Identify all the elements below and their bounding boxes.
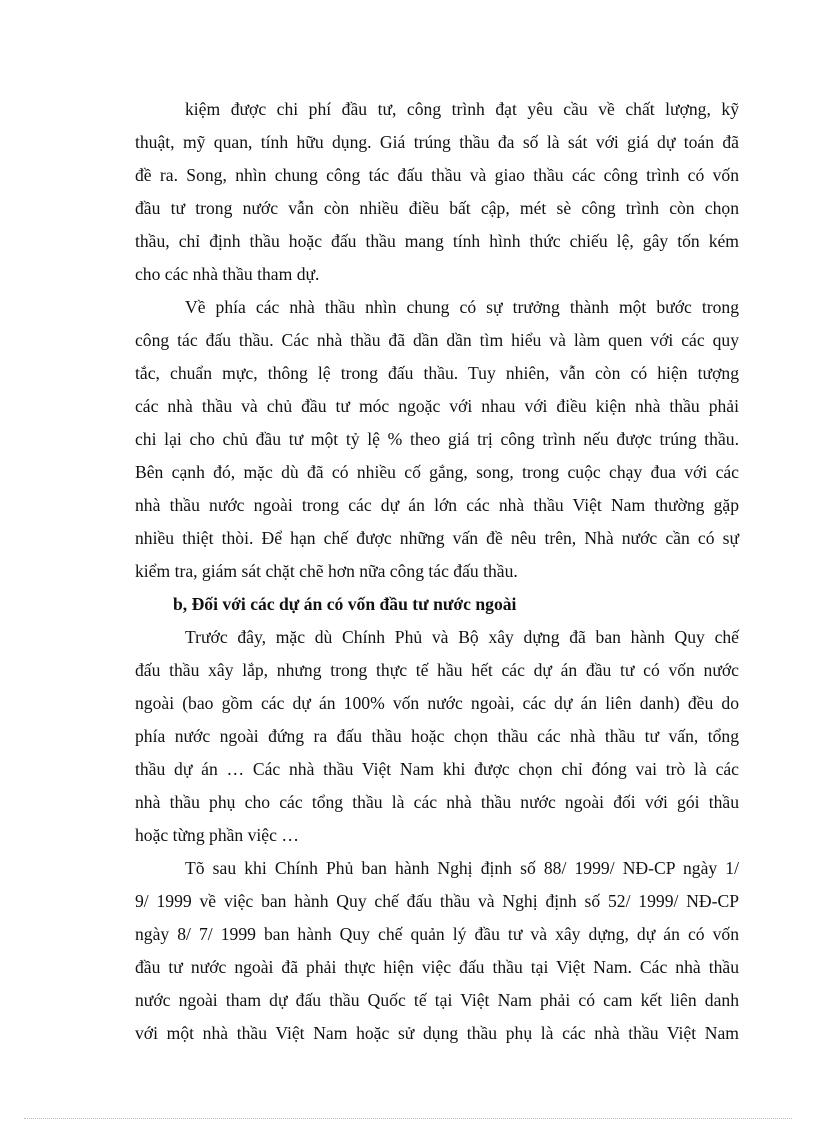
- paragraph-4-line-1: Tõ sau khi Chính Phủ ban hành Nghị định số 88/ 1999/ NĐ-CP ngày 1/: [185, 858, 739, 878]
- paragraph-1-line-1: kiệm được chi phí đầu tư, công trình đạt yêu cầu về chất lượng, kỹ: [185, 99, 739, 119]
- paragraph-4-line-6: với một nhà thầu Việt Nam hoặc sử dụng thầu phụ là các nhà thầu Việt Nam: [135, 1023, 739, 1043]
- paragraph-2-line-3: tắc, chuẩn mực, thông lệ trong đấu thầu. Tuy nhiên, vẫn còn có hiện tượng: [135, 363, 739, 383]
- paragraph-4-line-3: ngày 8/ 7/ 1999 ban hành Quy chế quản lý đầu tư và xây dựng, dự án có vốn: [135, 924, 739, 944]
- section-heading: b, Đối với các dự án có vốn đầu tư nước ngoài: [173, 594, 517, 614]
- paragraph-3-line-3: ngoài (bao gồm các dự án 100% vốn nước ngoài, các dự án liên danh) đều do: [135, 693, 739, 713]
- paragraph-3-line-6: nhà thầu phụ cho các tổng thầu là các nhà thầu nước ngoài đối với gói thầu: [135, 792, 739, 812]
- paragraph-1-line-6: cho các nhà thầu tham dự.: [135, 264, 320, 284]
- paragraph-4-line-4: đầu tư nước ngoài đã phải thực hiện việc đấu thầu tại Việt Nam. Các nhà thầu: [135, 957, 739, 977]
- paragraph-4-line-5: nước ngoài tham dự đấu thầu Quốc tế tại Việt Nam phải có cam kết liên danh: [135, 990, 739, 1010]
- paragraph-1-line-5: thầu, chỉ định thầu hoặc đấu thầu mang tính hình thức chiếu lệ, gây tốn kém: [135, 231, 739, 251]
- paragraph-2-line-6: Bên cạnh đó, mặc dù đã có nhiều cố gắng, song, trong cuộc chạy đua với các: [135, 462, 739, 482]
- paragraph-4-line-2: 9/ 1999 về việc ban hành Quy chế đấu thầu và Nghị định số 52/ 1999/ NĐ-CP: [135, 891, 739, 911]
- paragraph-2-line-1: Về phía các nhà thầu nhìn chung có sự trưởng thành một bước trong: [185, 297, 739, 317]
- paragraph-1-line-3: đề ra. Song, nhìn chung công tác đấu thầu và giao thầu các công trình có vốn: [135, 165, 739, 185]
- paragraph-2-line-4: các nhà thầu và chủ đầu tư móc ngoặc với nhau với điều kiện nhà thầu phải: [135, 396, 739, 416]
- paragraph-3-line-2: đấu thầu xây lắp, nhưng trong thực tế hầu hết các dự án đầu tư có vốn nước: [135, 660, 739, 680]
- paragraph-2-line-9: kiểm tra, giám sát chặt chẽ hơn nữa công tác đấu thầu.: [135, 561, 518, 581]
- paragraph-2-line-5: chi lại cho chủ đầu tư một tỷ lệ % theo giá trị công trình nếu được trúng thầu.: [135, 429, 739, 449]
- paragraph-3-line-5: thầu dự án … Các nhà thầu Việt Nam khi được chọn chỉ đóng vai trò là các: [135, 759, 739, 779]
- paragraph-3-line-4: phía nước ngoài đứng ra đấu thầu hoặc chọn thầu các nhà thầu tư vấn, tổng: [135, 726, 739, 746]
- paragraph-3-line-1: Trước đây, mặc dù Chính Phủ và Bộ xây dựng đã ban hành Quy chế: [185, 627, 739, 647]
- paragraph-1-line-2: thuật, mỹ quan, tính hữu dụng. Giá trúng thầu đa số là sát với giá dự toán đã: [135, 132, 739, 152]
- page-bottom-divider: [24, 1118, 792, 1119]
- paragraph-3-line-7: hoặc từng phần việc …: [135, 825, 299, 845]
- paragraph-2-line-2: công tác đấu thầu. Các nhà thầu đã dần dần tìm hiểu và làm quen với các quy: [135, 330, 739, 350]
- paragraph-2-line-7: nhà thầu nước ngoài trong các dự án lớn các nhà thầu Việt Nam thường gặp: [135, 495, 739, 515]
- paragraph-2-line-8: nhiều thiệt thòi. Để hạn chế được những vấn đề nêu trên, Nhà nước cần có sự: [135, 528, 739, 548]
- paragraph-1-line-4: đầu tư trong nước vẫn còn nhiều điều bất cập, mét sè công trình còn chọn: [135, 198, 739, 218]
